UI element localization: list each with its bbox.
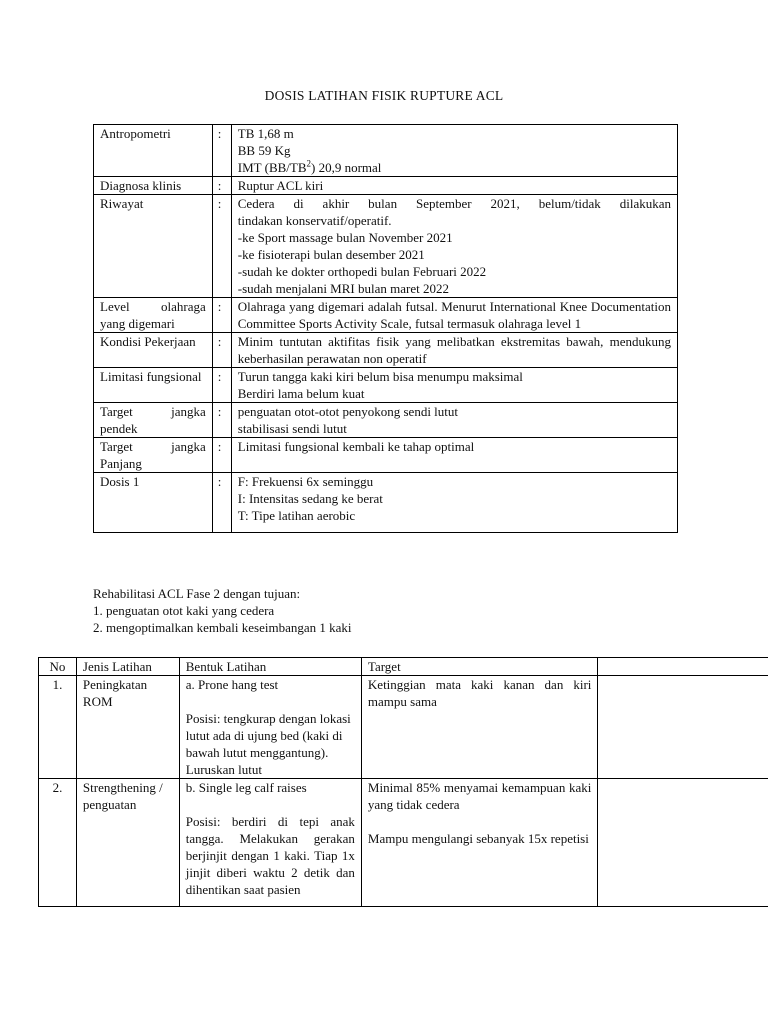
info-line: penguatan otot-otot penyokong sendi lutut: [237, 404, 459, 419]
info-label: Dosis 1: [94, 473, 213, 533]
info-label: Diagnosa klinis: [94, 177, 213, 195]
row-empty-cell: [598, 779, 768, 907]
info-line: TB 1,68 m: [237, 126, 294, 141]
info-line: F: Frekuensi 6x seminggu: [237, 474, 374, 489]
header-target: Target: [361, 658, 598, 676]
info-line: stabilisasi sendi lutut: [237, 421, 347, 436]
info-value: [231, 368, 677, 403]
info-line: Berdiri lama belum kuat: [237, 386, 365, 401]
info-colon: :: [212, 368, 231, 403]
row-bentuk: [179, 676, 361, 779]
spacer: [186, 693, 355, 710]
info-line: Turun tangga kaki kiri belum bisa menumpu maksimal: [237, 369, 523, 384]
info-colon: :: [212, 125, 231, 177]
info-label: Target jangka pendek: [94, 403, 213, 438]
target-line: Mampu mengulangi sebanyak 15x repetisi: [367, 831, 589, 846]
info-label: Kondisi Pekerjaan: [94, 333, 213, 368]
row-target: [361, 779, 598, 907]
document-title: DOSIS LATIHAN FISIK RUPTURE ACL: [264, 88, 504, 103]
info-label: Level olahraga yang digemari: [94, 298, 213, 333]
info-colon: :: [212, 403, 231, 438]
info-row-target-pendek: [94, 403, 678, 438]
imt-value: ) 20,9 normal: [311, 160, 382, 175]
info-value: [231, 473, 677, 533]
rehab-goal: 2. mengoptimalkan kembali keseimbangan 1 kaki: [93, 620, 352, 635]
patient-info-table: [93, 124, 678, 533]
info-value: Olahraga yang digemari adalah futsal. Menurut International Knee Documentation Committee Sports Activity Scale, futsal termasuk olahraga level 1: [231, 298, 677, 333]
info-line: -ke Sport massage bulan November 2021: [237, 230, 453, 245]
info-line: -sudah menjalani MRI bulan maret 2022: [237, 281, 449, 296]
imt-superscript: 2: [306, 158, 312, 169]
info-row-level-olahraga: [94, 298, 678, 333]
info-label: Antropometri: [94, 125, 213, 177]
info-label: Riwayat: [94, 195, 213, 298]
row-bentuk: [179, 779, 361, 907]
header-empty: [598, 658, 768, 676]
info-line: tindakan konservatif/operatif.: [237, 213, 392, 228]
exercise-table: [38, 657, 768, 907]
info-row-antropometri: [94, 125, 678, 177]
bentuk-description: Posisi: tengkurap dengan lokasi lutut ada di ujung bed (kaki di bawah lutut menggantung). Luruskan lutut: [185, 711, 351, 777]
info-colon: :: [212, 473, 231, 533]
row-jenis: Peningkatan ROM: [76, 676, 179, 779]
info-row-kondisi-pekerjaan: [94, 333, 678, 368]
info-line: BB 59 Kg: [237, 143, 291, 158]
info-line: -sudah ke dokter orthopedi bulan Februari 2022: [237, 264, 487, 279]
row-empty-cell: [598, 676, 768, 779]
row-number: 1.: [39, 676, 77, 779]
exercise-header-row: [39, 658, 768, 676]
table-row: [39, 779, 768, 907]
info-row-limitasi: [94, 368, 678, 403]
info-value: Ruptur ACL kiri: [231, 177, 677, 195]
row-jenis: Strengthening / penguatan: [76, 779, 179, 907]
info-row-target-panjang: [94, 438, 678, 473]
info-value: [231, 125, 677, 177]
spacer: [368, 813, 592, 830]
info-row-riwayat: [94, 195, 678, 298]
info-colon: :: [212, 195, 231, 298]
info-colon: :: [212, 177, 231, 195]
rehab-goal: 1. penguatan otot kaki yang cedera: [93, 603, 275, 618]
info-line: T: Tipe latihan aerobic: [237, 508, 356, 523]
info-colon: :: [212, 298, 231, 333]
info-value: [231, 403, 677, 438]
rehab-section: [93, 585, 352, 636]
header-bentuk-latihan: Bentuk Latihan: [179, 658, 361, 676]
bentuk-title: b. Single leg calf raises: [185, 780, 307, 795]
table-row: [39, 676, 768, 779]
info-value: Minim tuntutan aktifitas fisik yang melibatkan ekstremitas bawah, mendukung keberhasilan perawatan non operatif: [231, 333, 677, 368]
bentuk-description: Posisi: berdiri di tepi anak tangga. Melakukan gerakan berjinjit dengan 1 kaki. Tiap 1x jinjit diberi waktu 2 detik dan dihentikan saat pasien: [185, 814, 355, 897]
info-line: -ke fisioterapi bulan desember 2021: [237, 247, 425, 262]
target-line: Minimal 85% menyamai kemampuan kaki yang tidak cedera: [367, 780, 592, 812]
header-jenis-latihan: Jenis Latihan: [76, 658, 179, 676]
header-no: No: [39, 658, 77, 676]
row-target: Ketinggian mata kaki kanan dan kiri mampu sama: [361, 676, 598, 779]
info-row-diagnosa: [94, 177, 678, 195]
spacer: [186, 796, 355, 813]
row-number: 2.: [39, 779, 77, 907]
info-value: [231, 195, 677, 298]
imt-text: IMT (BB/TB: [237, 160, 307, 175]
bentuk-title: a. Prone hang test: [185, 677, 279, 692]
info-line: [238, 159, 671, 176]
info-line: Cedera di akhir bulan September 2021, belum/tidak dilakukan: [237, 196, 671, 211]
info-row-dosis: [94, 473, 678, 533]
info-colon: :: [212, 333, 231, 368]
info-label: Limitasi fungsional: [94, 368, 213, 403]
info-colon: :: [212, 438, 231, 473]
info-label: Target jangka Panjang: [94, 438, 213, 473]
rehab-intro: Rehabilitasi ACL Fase 2 dengan tujuan:: [93, 586, 301, 601]
info-line: I: Intensitas sedang ke berat: [237, 491, 383, 506]
info-value: Limitasi fungsional kembali ke tahap optimal: [231, 438, 677, 473]
